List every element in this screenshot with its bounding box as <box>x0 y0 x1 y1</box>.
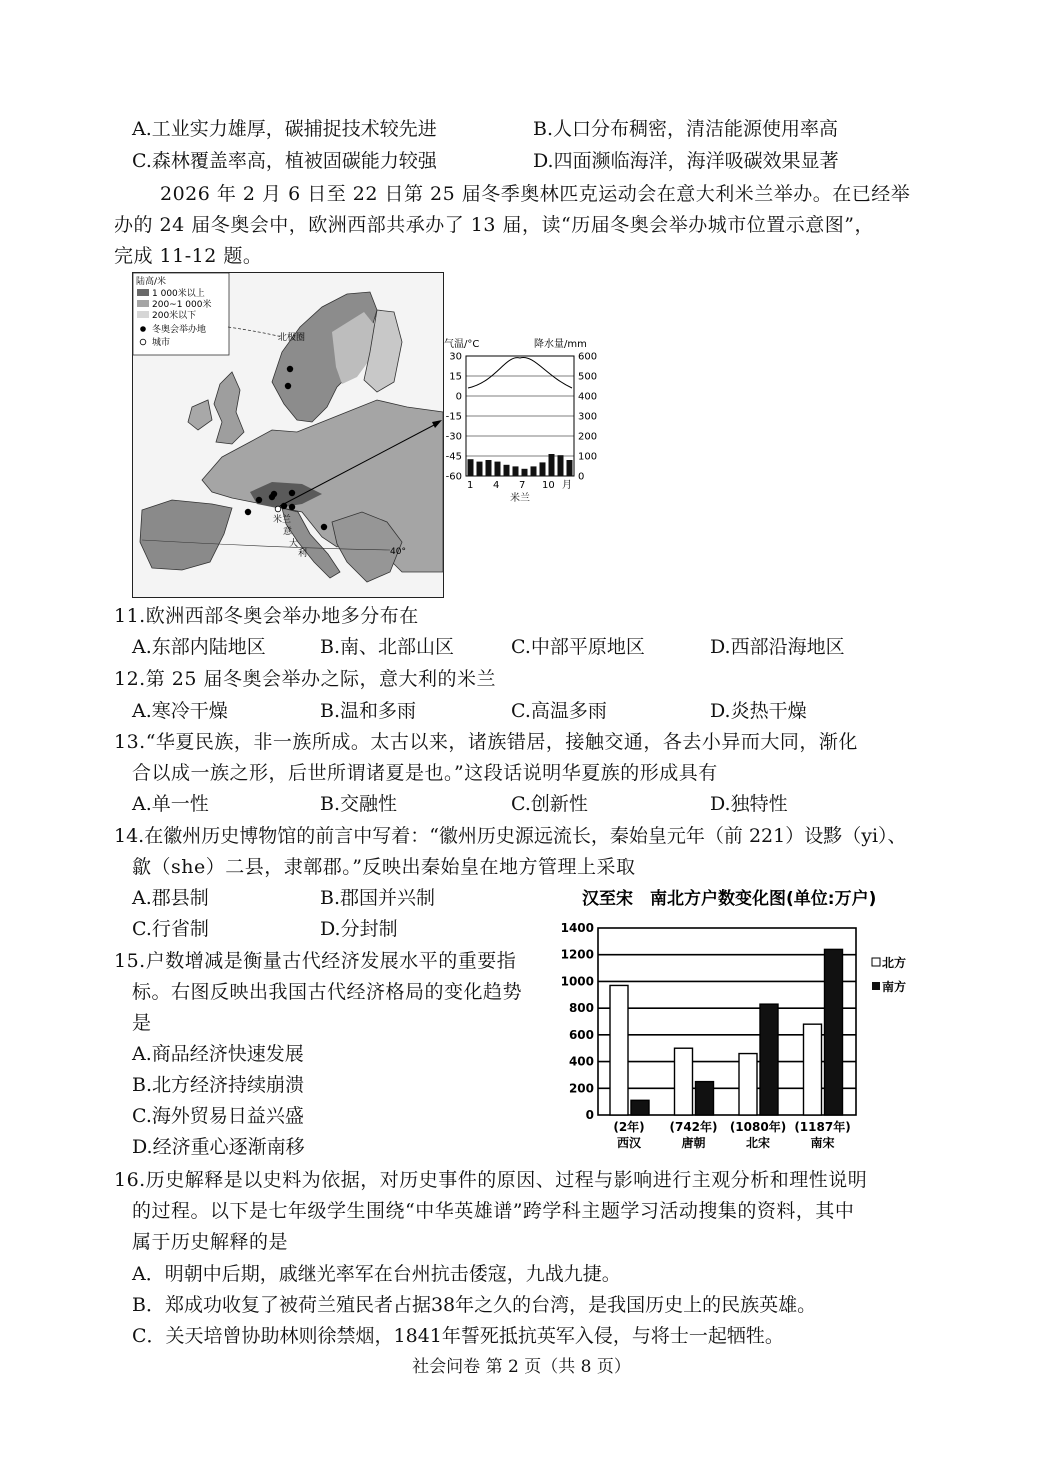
legend-swatch-high <box>137 289 149 296</box>
y-tick-label: 1000 <box>560 974 594 989</box>
q11-option-a: A.东部内陆地区 <box>132 636 266 658</box>
q15-option-d: D.经济重心逐渐南移 <box>132 1136 305 1158</box>
intro-line-3: 完成 11-12 题。 <box>114 245 263 267</box>
precip-bar <box>477 462 483 476</box>
legend-swatch-mid <box>137 300 149 307</box>
temp-tick: 15 <box>449 371 462 383</box>
q12-option-b: B.温和多雨 <box>320 700 417 722</box>
q13-option-c: C.创新性 <box>511 793 588 815</box>
y-tick-label: 800 <box>568 1001 594 1016</box>
bar-north <box>739 1054 757 1115</box>
precip-tick: 600 <box>578 351 598 363</box>
temp-tick: -30 <box>445 431 462 443</box>
temp-tick: 30 <box>449 351 462 363</box>
precip-bar <box>540 462 546 476</box>
month-tick: 1 <box>467 480 474 491</box>
q12-option-a: A.寒冷干燥 <box>132 700 228 722</box>
bar-north <box>675 1048 693 1115</box>
intro-line-2: 办的 24 届冬奥会中，欧洲西部共承办了 13 届，读“历届冬奥会举办城市位置示意图”， <box>114 214 874 236</box>
x-tick-year: (2年) <box>613 1120 645 1134</box>
q11-stem: 11.欧洲西部冬奥会举办地多分布在 <box>114 605 419 627</box>
y-tick-label: 600 <box>568 1027 594 1042</box>
olympic-host-dot <box>321 524 327 530</box>
precip-tick: 100 <box>578 451 598 463</box>
olympic-host-dot <box>245 509 251 515</box>
precip-tick: 200 <box>578 431 598 443</box>
precip-bar <box>567 460 573 476</box>
temp-axis-label: 气温/°C <box>444 339 480 350</box>
q15-line-1: 15.户数增减是衡量古代经济发展水平的重要指 <box>114 950 517 972</box>
bar-south <box>760 1004 778 1115</box>
precip-tick: 300 <box>578 411 598 423</box>
month-unit: 月 <box>562 480 572 491</box>
q13-option-b: B.交融性 <box>320 793 398 815</box>
page-footer: 社会问卷 第 2 页（共 8 页） <box>412 1357 631 1377</box>
q13-line-1: 13.“华夏民族，非一族所成。太古以来，诸族错居，接触交通，各去小异而大同，渐化 <box>114 731 858 753</box>
bar-south <box>631 1100 649 1115</box>
q15-line-3: 是 <box>132 1012 152 1034</box>
milan-city-marker <box>275 506 281 512</box>
month-tick: 10 <box>542 480 555 491</box>
q11-option-d: D.西部沿海地区 <box>710 636 845 658</box>
bar-north <box>804 1024 822 1115</box>
italy-label-3: 利 <box>298 549 308 559</box>
intro-line-1: 2026 年 2 月 6 日至 22 日第 25 届冬季奥林匹克运动会在意大利米兰举办。在已经举 <box>160 183 911 205</box>
precip-bar <box>531 466 537 476</box>
q15-option-b: B.北方经济持续崩溃 <box>132 1074 305 1096</box>
temp-tick: -60 <box>445 471 462 483</box>
y-tick-label: 1200 <box>560 947 594 962</box>
legend-title: 陆高/米 <box>136 277 167 287</box>
climate-city-label: 米兰 <box>510 493 530 504</box>
temp-tick: -15 <box>445 411 462 423</box>
x-tick-dynasty: 南宋 <box>810 1136 835 1150</box>
precip-tick: 400 <box>578 391 598 403</box>
precip-bar <box>468 459 474 476</box>
lat-40-label: 40° <box>390 547 406 557</box>
q14-line-1: 14.在徽州历史博物馆的前言中写着：“徽州历史源远流长，秦始皇元年（前 221）设黟（yi）、 <box>114 825 907 847</box>
q11-option-c: C.中部平原地区 <box>511 636 645 658</box>
milan-climate-chart <box>436 336 606 506</box>
x-tick-year: (1187年) <box>794 1120 851 1134</box>
y-tick-label: 400 <box>568 1054 594 1069</box>
precip-bar <box>486 460 492 476</box>
q14-option-a: A.郡县制 <box>132 887 209 909</box>
q15-option-c: C.海外贸易日益兴盛 <box>132 1105 304 1127</box>
legend-city-dot-icon <box>140 339 146 345</box>
q12-stem: 12.第 25 届冬奥会举办之际，意大利的米兰 <box>114 668 496 690</box>
q12-option-c: C.高温多雨 <box>511 700 607 722</box>
q16-line-3: 属于历史解释的是 <box>132 1231 289 1253</box>
q12-option-d: D.炎热干燥 <box>710 700 807 722</box>
italy-label-1: 意 <box>283 527 293 537</box>
q15-line-2: 标。右图反映出我国古代经济格局的变化趋势 <box>132 981 523 1003</box>
x-tick-dynasty: 唐朝 <box>681 1136 706 1150</box>
q14-option-b: B.郡国并兴制 <box>320 887 436 909</box>
milan-label: 米兰 <box>273 515 292 525</box>
q16-line-1: 16.历史解释是以史料为依据，对历史事件的原因、过程与影响进行主观分析和理性说明 <box>114 1169 868 1191</box>
q14-line-2: 歙（she）二县，隶鄣郡。”反映出秦始皇在地方管理上采取 <box>132 856 636 878</box>
bar-north <box>610 985 628 1115</box>
olympic-host-dot <box>271 491 277 497</box>
olympic-host-dot <box>287 366 293 372</box>
bar-south <box>696 1082 714 1115</box>
q10-option-a: A.工业实力雄厚，碳捕捉技术较先进 <box>132 118 437 140</box>
legend-item-olympic: 冬奥会举办地 <box>152 325 207 335</box>
x-tick-year: (742年) <box>669 1120 718 1134</box>
temp-tick: -45 <box>445 451 462 463</box>
x-tick-dynasty: 北宋 <box>745 1136 771 1150</box>
q10-option-c: C.森林覆盖率高，植被固碳能力较强 <box>132 150 437 172</box>
x-tick-dynasty: 西汉 <box>616 1136 642 1150</box>
precip-axis-label: 降水量/mm <box>534 339 587 350</box>
precip-bar <box>495 462 501 476</box>
legend-item-high: 1 000米以上 <box>152 289 205 299</box>
precip-bar <box>549 454 555 476</box>
households-chart <box>560 880 920 1170</box>
q14-option-c: C.行省制 <box>132 918 209 940</box>
q16-option-b: B．郑成功收复了被荷兰殖民者占据38年之久的台湾，是我国历史上的民族英雄。 <box>132 1294 817 1316</box>
legend-item-city: 城市 <box>152 338 171 348</box>
temperature-curve <box>468 358 572 388</box>
precip-tick: 500 <box>578 371 598 383</box>
q13-line-2: 合以成一族之形，后世所谓诸夏是也。”这段话说明华夏族的形成具有 <box>132 762 718 784</box>
olympic-host-dot <box>285 383 291 389</box>
q13-option-d: D.独特性 <box>710 793 788 815</box>
precip-bar <box>513 466 519 476</box>
precip-bar <box>504 465 510 476</box>
precip-bar <box>522 469 528 476</box>
y-tick-label: 200 <box>568 1081 594 1096</box>
olympic-host-dot <box>256 497 262 503</box>
precip-tick: 0 <box>578 471 585 483</box>
q10-option-b: B.人口分布稠密，清洁能源使用率高 <box>533 118 839 140</box>
chart-title: 汉至宋 南北方户数变化图(单位:万户) <box>582 889 877 909</box>
x-tick-year: (1080年) <box>729 1120 787 1134</box>
q14-option-d: D.分封制 <box>320 918 398 940</box>
legend-north-label: 北方 <box>882 956 907 970</box>
precip-bar <box>558 455 564 476</box>
q16-option-c: C．关天培曾协助林则徐禁烟，1841年誓死抵抗英军入侵，与将士一起牺牲。 <box>132 1325 784 1347</box>
bar-south <box>825 949 843 1115</box>
olympic-host-dot <box>289 504 295 510</box>
legend-south-swatch <box>872 982 880 990</box>
month-tick: 4 <box>493 480 500 491</box>
legend-swatch-low <box>137 311 149 318</box>
legend-south-label: 南方 <box>882 980 907 994</box>
y-tick-label: 0 <box>585 1108 594 1122</box>
q16-option-a: A．明朝中后期，戚继光率军在台州抗击倭寇，九战九捷。 <box>132 1263 621 1285</box>
legend-item-low: 200米以下 <box>152 311 197 321</box>
q16-line-2: 的过程。以下是七年级学生围绕“中华英雄谱”跨学科主题学习活动搜集的资料，其中 <box>132 1200 855 1222</box>
legend-olympic-dot-icon <box>140 326 146 332</box>
y-tick-label: 1400 <box>560 921 594 935</box>
temp-tick: 0 <box>455 391 462 403</box>
q15-option-a: A.商品经济快速发展 <box>132 1043 304 1065</box>
europe-winter-olympics-map <box>132 272 444 598</box>
arctic-circle-label: 北极圈 <box>278 333 306 343</box>
month-tick: 7 <box>519 480 526 491</box>
q10-option-d: D.四面濒临海洋，海洋吸碳效果显著 <box>533 150 839 172</box>
q13-option-a: A.单一性 <box>132 793 209 815</box>
legend-north-swatch <box>872 958 880 966</box>
q11-option-b: B.南、北部山区 <box>320 636 455 658</box>
olympic-host-dot <box>289 490 295 496</box>
legend-item-mid: 200~1 000米 <box>152 300 212 310</box>
italy-label-2: 大 <box>289 539 299 549</box>
